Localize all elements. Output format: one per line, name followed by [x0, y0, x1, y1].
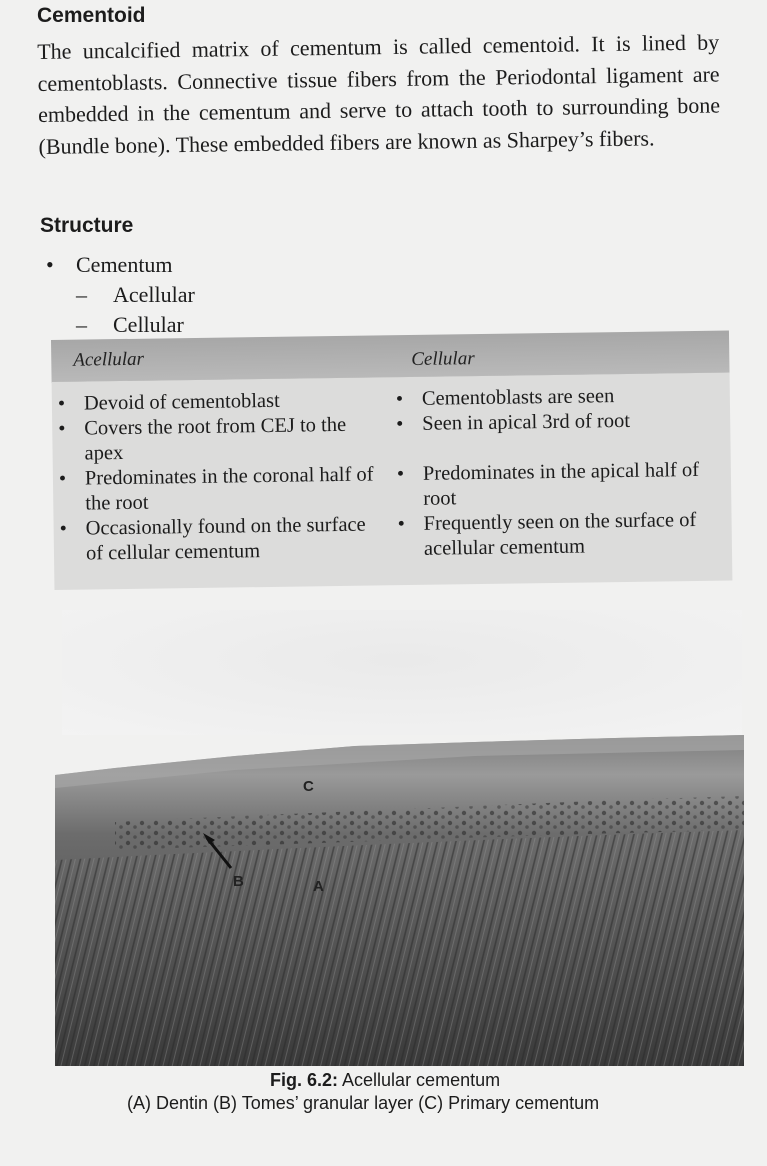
list-subitem [46, 310, 195, 340]
cementoid-paragraph: The uncalcified matrix of cementum is called cementoid. It is lined by cementoblasts. Connective tissue fibers from the Periodontal ligament are embedded in the cementum and serve to attach tooth to surrounding bone (Bundle bone). These embedded fibers are known as Sharpey’s fibers. [37, 29, 721, 159]
cell-text: Predominates in the coronal half of the root [84, 463, 374, 515]
bullet-icon: • [59, 517, 67, 540]
micrograph-image [55, 730, 744, 1066]
list-subitem-label: Cellular [113, 312, 184, 337]
column-header-acellular: Acellular [73, 348, 145, 371]
cell-text: Occasionally found on the surface of cellular cementum [85, 513, 366, 565]
section-title-structure: Structure [40, 214, 134, 237]
cell-text: Frequently seen on the surface of acellular cementum [423, 509, 697, 560]
blank-region [62, 610, 742, 735]
bullet-icon: • [395, 388, 404, 411]
bullet-icon: • [57, 392, 66, 415]
dash-icon: – [76, 312, 87, 337]
label-b: B [233, 873, 244, 890]
list-subitem-label: Acellular [113, 282, 195, 307]
figure-title: Acellular cementum [342, 1070, 501, 1090]
table-cell [393, 508, 729, 563]
comparison-table [51, 331, 732, 590]
micrograph-figure [55, 730, 744, 1066]
table-cell [54, 412, 375, 466]
dash-icon: – [76, 282, 87, 307]
label-a: A [313, 878, 324, 895]
list-item [46, 250, 195, 280]
list-item-label: Cementum [76, 252, 173, 277]
section-title-cementoid: Cementoid [37, 4, 146, 27]
figure-caption [270, 1070, 500, 1091]
figure-number: Fig. 6.2: [270, 1070, 339, 1090]
structure-list [46, 250, 195, 340]
table-cell [392, 408, 727, 438]
cell-text: Devoid of cementoblast [83, 389, 280, 415]
figure-legend: (A) Dentin (B) Tomes’ granular layer (C) Primary cementum [127, 1093, 600, 1113]
cell-text: Predominates in the apical half of root [422, 458, 700, 510]
table-cell [55, 462, 376, 516]
bullet-icon: • [58, 467, 67, 490]
cellular-column [392, 383, 729, 563]
table-body [52, 373, 733, 590]
bullet-icon: • [58, 417, 66, 440]
table-cell [393, 458, 729, 513]
list-subitem [46, 280, 195, 310]
column-header-cellular: Cellular [411, 348, 475, 370]
cell-text: Seen in apical 3rd of root [422, 409, 631, 435]
bullet-icon: • [396, 463, 405, 486]
table-cell [55, 512, 376, 566]
acellular-column [54, 387, 376, 566]
cell-text: Covers the root from CEJ to the apex [84, 413, 347, 465]
bullet-icon: • [397, 513, 405, 536]
bullet-icon: • [46, 252, 54, 277]
bullet-icon: • [396, 413, 404, 436]
label-c: C [303, 778, 314, 795]
cell-text: Cementoblasts are seen [421, 385, 615, 410]
